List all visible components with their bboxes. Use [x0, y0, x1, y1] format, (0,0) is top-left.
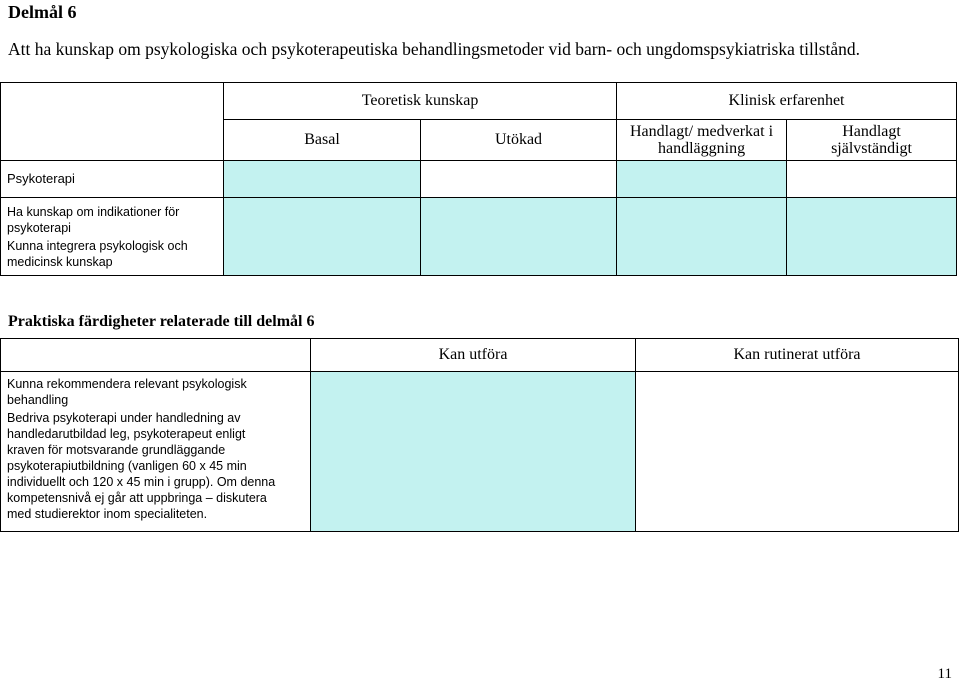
- cell-basal-psykoterapi[interactable]: [224, 161, 421, 198]
- row-label-line: Ha kunskap om indikationer för psykoterapi: [7, 204, 180, 235]
- cell-sjalvstandigt-psykoterapi[interactable]: [787, 161, 957, 198]
- row-label-kunskap: [1, 198, 224, 276]
- row-label-line: Kunna integrera psykologisk och medicinsk kunskap: [7, 238, 188, 269]
- cell-utokad-psykoterapi[interactable]: [421, 161, 617, 198]
- subheader-basal: Basal: [224, 120, 421, 161]
- group-header-theory: Teoretisk kunskap: [224, 83, 617, 120]
- theory-table: [0, 82, 957, 276]
- header-kan-utfora: Kan utföra: [311, 339, 636, 372]
- row-label-psykoterapi: Psykoterapi: [1, 161, 224, 198]
- section2-title: Praktiska färdigheter relaterade till delmål 6: [8, 313, 315, 330]
- header-kan-rutinerat-utfora: Kan rutinerat utföra: [636, 339, 959, 372]
- page-number: 11: [937, 666, 952, 682]
- empty-corner-cell: [1, 83, 224, 161]
- cell-basal-kunskap[interactable]: [224, 198, 421, 276]
- subheader-utokad: Utökad: [421, 120, 617, 161]
- cell-kan-rutinerat-utfora[interactable]: [636, 372, 959, 532]
- subheader-handlagt-sjalvstandigt: Handlagt självständigt: [787, 120, 957, 161]
- cell-medverkat-psykoterapi[interactable]: [617, 161, 787, 198]
- row-label-line: Kunna rekommendera relevant psykologisk behandling: [7, 377, 247, 407]
- cell-utokad-kunskap[interactable]: [421, 198, 617, 276]
- cell-kan-utfora[interactable]: [311, 372, 636, 532]
- group-header-clinical: Klinisk erfarenhet: [617, 83, 957, 120]
- skills-table: [0, 338, 959, 532]
- cell-medverkat-kunskap[interactable]: [617, 198, 787, 276]
- row-label-line: Bedriva psykoterapi under handledning av handledarutbildad leg, psykoterapeut enligt kraven för motsvarande grundläggande psykoterapiutbildning (vanligen 60 x 45 min individuellt och 120 x 45 min i grupp). Om denna kompetensnivå ej går att uppbringa – diskutera med studierektor inom specialiteten.: [7, 411, 276, 521]
- subheader-handlagt-medverkat: Handlagt/ medverkat i handläggning: [617, 120, 787, 161]
- intro-text: Att ha kunskap om psykologiska och psykoterapeutiska behandlingsmetoder vid barn- och ungdomspsykiatriska tillstånd.: [8, 39, 861, 59]
- cell-sjalvstandigt-kunskap[interactable]: [787, 198, 957, 276]
- row-label-behandling: [1, 372, 311, 532]
- empty-corner-cell: [1, 339, 311, 372]
- section-heading: Delmål 6: [8, 2, 77, 22]
